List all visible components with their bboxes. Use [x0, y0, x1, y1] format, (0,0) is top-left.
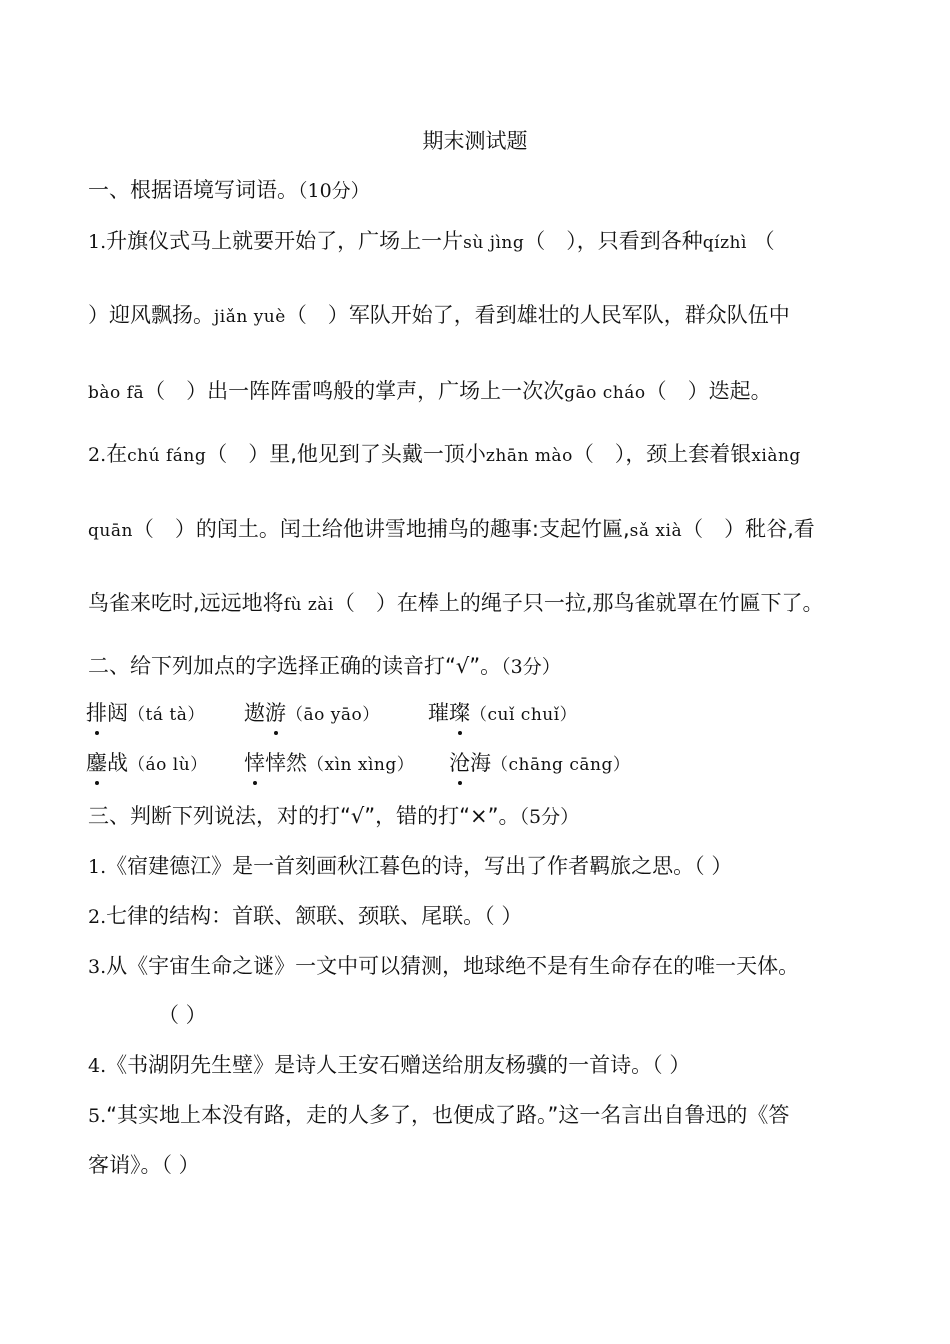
- s3-q3-text: 从《宇宙生命之谜》一文中可以猜测，地球绝不是有生命存在的唯一天体。: [106, 954, 800, 978]
- s2-item-4-char: 战: [107, 751, 128, 775]
- s2-item-4-options[interactable]: （áo lù）: [128, 755, 208, 775]
- s3-q1: [88, 851, 888, 882]
- s1-q2-pinyin-3b: quān: [88, 521, 133, 541]
- s1-q2-blank-1[interactable]: （ ）: [206, 442, 270, 466]
- s1-q1-text-a: 升旗仪式马上就要开始了，广场上一片: [106, 229, 464, 253]
- s2-item-5: [244, 748, 414, 780]
- s3-q5-text: “其实地上本没有路，走的人多了，也便成了路。”这一名言出自鲁迅的《答: [106, 1103, 790, 1127]
- s1-q1-pinyin-3: jiǎn yuè: [214, 307, 286, 327]
- s2-item-4-char-dotted: 鏖: [86, 748, 107, 778]
- s2-item-6-char: 海: [470, 751, 491, 775]
- s1-q2-pinyin-5: fù zài: [283, 595, 334, 615]
- s1-q1-blank-2-open[interactable]: （: [753, 229, 775, 253]
- s2-item-2-char: 遨: [244, 701, 265, 725]
- s1-q1-blank-3[interactable]: （ ）: [285, 303, 349, 327]
- s3-q5: [88, 1100, 888, 1131]
- s2-item-1-options[interactable]: （tá tà）: [128, 705, 205, 725]
- s3-q2: [88, 901, 888, 932]
- s3-q1-number: 1.: [88, 856, 107, 878]
- s1-q2-pinyin-2: zhān mào: [485, 446, 573, 466]
- s1-q1-pinyin-4: bào fā: [88, 383, 145, 403]
- s1-q2-text-f: 鸟雀来吃时,远远地将: [88, 591, 284, 615]
- section2-heading: [88, 651, 888, 682]
- section3-heading: [88, 801, 888, 832]
- s1-q1-pinyin-1: sù jìng: [463, 233, 525, 253]
- s3-q2-text: 七律的结构：首联、颔联、颈联、尾联。（ ）: [106, 904, 523, 928]
- s1-q1-text-f: 迭起。: [708, 379, 772, 403]
- s1-q2-blank-4[interactable]: （ ）: [682, 517, 746, 541]
- section1-heading: [88, 175, 888, 206]
- s1-q2-blank-3[interactable]: （ ）: [132, 517, 196, 541]
- s2-item-1-char-dotted: 排: [86, 698, 107, 728]
- s1-q1-text-e: 出一阵阵雷鸣般的掌声，广场上一次次: [207, 379, 565, 403]
- s2-item-3-char-dotted: 璨: [449, 698, 470, 728]
- s1-q1-text-d: 军队开始了，看到雄壮的人民军队，群众队伍中: [348, 303, 790, 327]
- s3-q4-text: 《书湖阴先生壁》是诗人王安石赠送给朋友杨骥的一首诗。（ ）: [106, 1053, 691, 1077]
- s1-q1-number: 1.: [88, 231, 107, 253]
- section3-heading-text: 三、判断下列说法，对的打“√”，错的打“×”。: [88, 804, 520, 828]
- s3-q3-number: 3.: [88, 956, 107, 978]
- s1-q2-text-d: 的闰土。闰土给他讲雪地捕鸟的趣事:支起竹匾,: [195, 517, 630, 541]
- s2-item-5-options[interactable]: （xìn xìng）: [307, 755, 415, 775]
- s1-q1-text-b: ，只看到各种: [576, 229, 703, 253]
- s2-item-6: [449, 748, 630, 780]
- s1-q2-text-b: 里,他见到了头戴一顶小: [269, 442, 486, 466]
- page-title: 期末测试题: [422, 129, 528, 153]
- s1-q2-pinyin-4: sǎ xià: [629, 521, 683, 541]
- s1-q2-blank-5[interactable]: （ ）: [333, 591, 397, 615]
- s3-q5-number: 5.: [88, 1105, 107, 1127]
- s2-item-2-options[interactable]: （āo yāo）: [286, 705, 380, 725]
- s2-item-4: [86, 748, 208, 780]
- s1-q1-pinyin-2: qízhì: [702, 233, 747, 253]
- s1-q2-text-c: ，颈上套着银: [625, 442, 752, 466]
- s3-q3: [88, 951, 888, 982]
- s1-q2-number: 2.: [88, 444, 107, 466]
- s3-q3-answer-line: [158, 1000, 950, 1030]
- s2-item-3-char: 璀: [428, 701, 449, 725]
- s1-q1-text-c: ）迎风飘扬。: [88, 303, 214, 327]
- s2-item-5-char: 悻然: [265, 751, 307, 775]
- s3-q3-blank[interactable]: （ ）: [158, 1003, 207, 1027]
- s1-q2-pinyin-1: chú fáng: [127, 446, 207, 466]
- s3-q5-text-2: 客诮》。（ ）: [88, 1153, 200, 1177]
- s3-q5-cont: [88, 1150, 888, 1180]
- s2-item-1-char: 闼: [107, 701, 128, 725]
- s3-q4-number: 4.: [88, 1055, 107, 1077]
- s1-q2-blank-2[interactable]: （ ）: [572, 442, 626, 466]
- s1-q2-line1: [88, 439, 888, 471]
- s1-q2-line2: [88, 514, 888, 546]
- s1-q2-text-e: 秕谷,看: [745, 517, 815, 541]
- s1-q1-line3: [88, 376, 888, 408]
- s2-item-3-options[interactable]: （cuǐ chuǐ）: [470, 705, 578, 725]
- section2-heading-text: 二、给下列加点的字选择正确的读音打“√”。: [88, 654, 502, 678]
- s1-q1-blank-1[interactable]: （ ）: [524, 229, 577, 253]
- s3-q2-number: 2.: [88, 906, 107, 928]
- s1-q2-text-g: 在棒上的绳子只一拉,那鸟雀就罩在竹匾下了。: [396, 591, 824, 615]
- s3-q1-text: 《宿建德江》是一首刻画秋江暮色的诗，写出了作者羁旅之思。（ ）: [106, 854, 733, 878]
- s2-item-5-char-dotted: 悻: [244, 748, 265, 778]
- s1-q2-text-a: 在: [106, 442, 128, 466]
- s1-q1-blank-5[interactable]: （ ）: [645, 379, 709, 403]
- s2-item-1: [86, 698, 205, 730]
- s1-q1-blank-4[interactable]: （ ）: [144, 379, 208, 403]
- s1-q1-pinyin-5: gāo cháo: [564, 383, 646, 403]
- section1-heading-text: 一、根据语境写词语。: [88, 178, 298, 202]
- s2-item-2: [244, 698, 380, 730]
- s2-item-6-char-dotted: 沧: [449, 748, 470, 778]
- section3-score: （5分）: [519, 806, 580, 828]
- s1-q2-pinyin-3: xiàng: [751, 446, 801, 466]
- s3-q4: [88, 1050, 888, 1081]
- s1-q2-line3: [88, 588, 888, 620]
- s1-q1-line1: [88, 226, 888, 258]
- section2-score: （3分）: [501, 656, 561, 678]
- s2-item-2-char-dotted: 游: [265, 698, 286, 728]
- s1-q1-line2: [88, 300, 888, 332]
- s2-item-6-options[interactable]: （chāng cāng）: [491, 755, 631, 775]
- section1-score: （10分）: [298, 180, 370, 202]
- s2-item-3: [428, 698, 577, 730]
